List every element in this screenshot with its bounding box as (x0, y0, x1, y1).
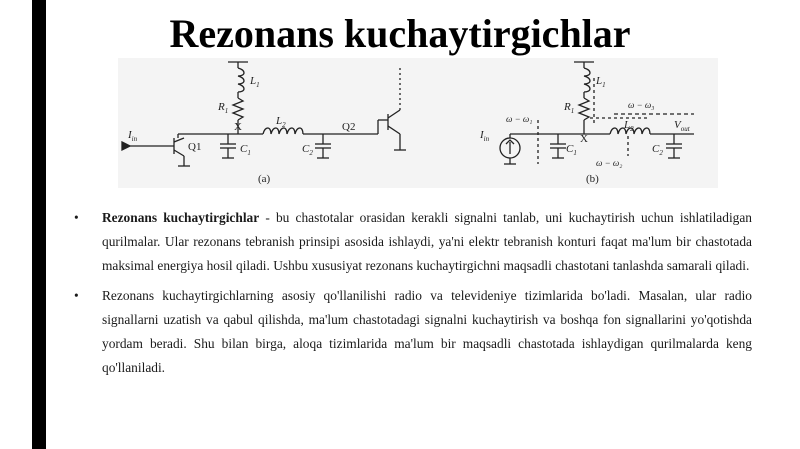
bullet-list (74, 206, 752, 386)
label-a-L1: $L_1$ (250, 75, 260, 89)
label-a-C2: $C_2$ (302, 143, 313, 157)
label-b-w-w3: ω − ω₃ (628, 100, 655, 110)
bullet-bold-lead: Rezonans kuchaytirgichlar (102, 210, 260, 225)
label-a-Q2: Q2 (342, 121, 356, 133)
bullet-item-2 (74, 284, 752, 380)
label-b-C2: $C_2$ (652, 143, 663, 157)
label-b-Vout: $V_{out}$ (674, 119, 690, 133)
slide-title: Rezonans kuchaytirgichlar (169, 11, 631, 56)
label-a-R1: $R_1$ (218, 101, 229, 115)
caption-a: (a) (258, 173, 271, 185)
label-b-R1: $R_1$ (564, 101, 575, 115)
label-a-X: X (234, 121, 242, 133)
bullet-item-1 (74, 206, 752, 278)
label-b-X: X (580, 133, 588, 145)
label-b-w-w2: ω − ω₂ (596, 158, 623, 168)
label-a-Q1: Q1 (188, 141, 202, 153)
label-b-L1: $L_1$ (596, 75, 606, 89)
bullet-marker: • (74, 288, 79, 303)
label-b-C1: $C_1$ (566, 143, 577, 157)
circuit-diagrams (118, 58, 718, 188)
label-b-Iin: $I_{in}$ (480, 129, 490, 143)
bullet-marker: • (74, 210, 79, 225)
label-b-w-w1: ω − ω₁ (506, 114, 533, 124)
circuit-figure (118, 58, 718, 188)
left-accent-bar (32, 0, 46, 449)
caption-b: (b) (586, 173, 599, 185)
label-a-Iin: $I_{in}$ (128, 129, 138, 143)
bullet-text: - bu chastotalar orasidan kerakli signalni tanlab, uni kuchaytirish uchun ishlatiladigan qurilmalar. Ular rezonans tebranish prinsipi asosida ishlaydi, ya'ni elektr tebranish konturi faqat ma'lum bir chastotada maksimal energiya hosil qiladi. Ushbu xususiyat rezonans kuchaytirgichni maqsadli chastotani tanlashda samarali qiladi. (102, 210, 752, 273)
label-b-L2: $L_2$ (624, 119, 634, 133)
label-a-L2: $L_2$ (276, 115, 286, 129)
bullet-text: Rezonans kuchaytirgichlarning asosiy qo'llanilishi radio va televideniye tizimlarida bo'ladi. Masalan, ular radio signallarni uzatish va qabul qilishda, ma'lum chastotadagi signalni kuchaytirish va boshqa fon signallarini yo'qotishda yordam beradi. Shu bilan birga, aloqa tizimlarida ma'lum bir maqsadli chastotada ishlaydigan qurilmalarda keng qo'llaniladi. (102, 288, 752, 375)
label-a-C1: $C_1$ (240, 143, 251, 157)
